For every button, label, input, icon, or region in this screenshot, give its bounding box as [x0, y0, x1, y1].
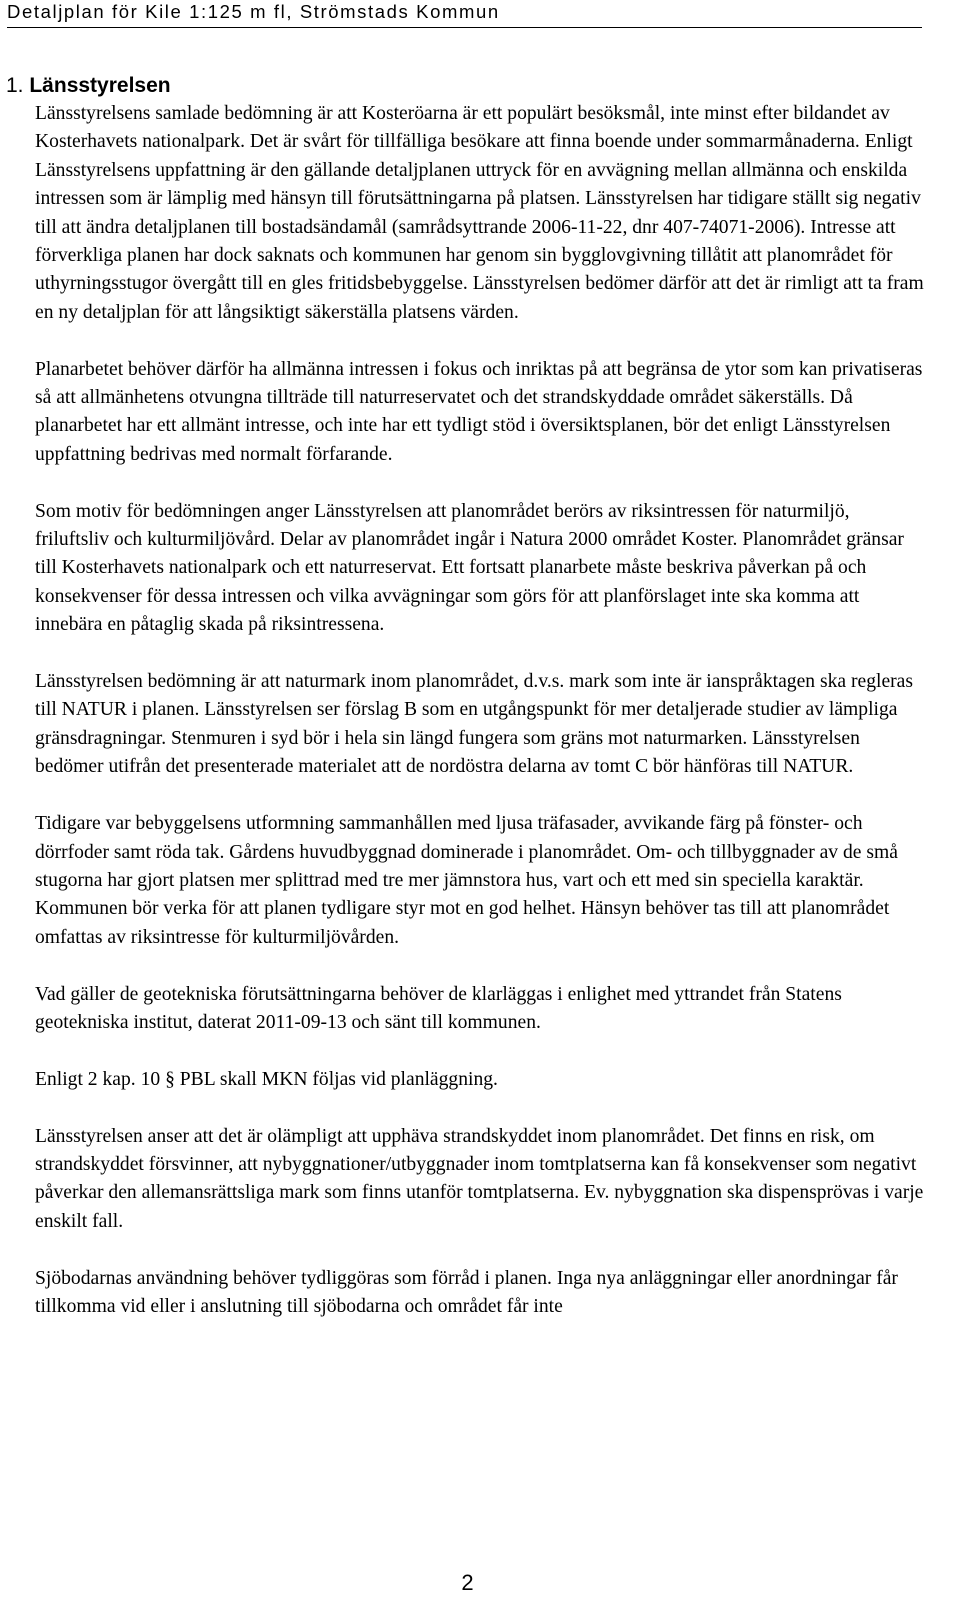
paragraph-7: Enligt 2 kap. 10 § PBL skall MKN följas vid planläggning. [35, 1068, 498, 1090]
paragraph-1: Länsstyrelsens samlade bedömning är att Kosteröarna är ett populärt besöksmål, inte minst efter bildandet av Kosterhavets nationalpark. Det är svårt för tillfälliga besökare att finna boende under sommarmånaderna. Enligt Länsstyrelsens uppfattning är den gällande detaljplanen uttryck för en avvägning mellan allmänna och enskilda intressen som är lämplig med hänsyn till förutsättningarna på platsen. Länsstyrelsen har tidigare ställt sig negativ till att ändra detaljplanen till bostadsändamål (samrådsyttrande 2006-11-22, dnr 407-74071-2006). Intresse att förverkliga planen har dock saknats och kommunen har genom sin bygglovgivning tillåtit att planområdet för uthyrningsstugor övergått till en gles fritidsbebyggelse. Länsstyrelsen bedömer därför att det är rimligt att ta fram en ny detaljplan för att långsiktigt säkerställa platsens värden. [35, 103, 924, 323]
paragraph-6: Vad gäller de geotekniska förutsättningarna behöver de klarläggas i enlighet med yttrandet från Statens geotekniska institut, daterat 2011-09-13 och sänt till kommunen. [35, 983, 842, 1033]
paragraph-9: Sjöbodarnas användning behöver tydliggöras som förråd i planen. Inga nya anläggningar eller anordningar får tillkomma vid eller i anslutning till sjöbodarna och området får inte [35, 1267, 898, 1317]
paragraph-2: Planarbetet behöver därför ha allmänna intressen i fokus och inriktas på att begränsa de ytor som kan privatiseras så att allmänhetens otvungna tillträde till naturreservatet och det strandskyddade området säkerställs. Då planarbetet har ett allmänt intresse, och inte har ett tydligt stöd i översiktsplanen, bör det enligt Länsstyrelsen uppfattning bedrivas med normalt förfarande. [35, 358, 923, 465]
paragraph-5: Tidigare var bebyggelsens utformning sammanhållen med ljusa träfasader, avvikande färg på fönster- och dörrfoder samt röda tak. Gårdens huvudbyggnad dominerade i planområdet. Om- och tillbyggnader av de små stugorna har gjort platsen mer splittrad med tre mer jämnstora hus, vart och ett med sin speciella karaktär. Kommunen bör verka för att planen tydligare styr mot en god helhet. Hänsyn behöver tas till att planområdet omfattas av riksintresse för kulturmiljövården. [35, 813, 898, 948]
body-text [35, 100, 925, 1321]
paragraph-8: Länsstyrelsen anser att det är olämpligt att upphäva strandskyddet inom planområdet. Det finns en risk, om strandskyddet försvinner, att nybyggnationer/utbyggnader inom tomtplatserna kan få konsekvenser som negativt påverkar den allemansrättsliga mark som finns utanför tomtplatserna. Ev. nybyggnation ska dispensprövas i varje enskilt fall. [35, 1125, 924, 1232]
section-title: Länsstyrelsen [29, 74, 171, 97]
paragraph-4: Länsstyrelsen bedömning är att naturmark inom planområdet, d.v.s. mark som inte är ianspråktagen ska regleras till NATUR i planen. Länsstyrelsen ser förslag B som en utgångspunkt för mer detaljerade studier av lämpliga gränsdragningar. Stenmuren i syd bör i hela sin längd fungera som gräns mot naturmarken. Länsstyrelsen bedömer utifrån det presenterade materialet att de nordöstra delarna av tomt C bör hänföras till NATUR. [35, 671, 914, 778]
section-heading [6, 73, 171, 99]
section-number: 1. [6, 74, 24, 97]
header-rule [7, 27, 922, 28]
running-header: Detaljplan för Kile 1:125 m fl, Strömstads Kommun [7, 1, 500, 22]
page-number: 2 [461, 1570, 474, 1595]
paragraph-3: Som motiv för bedömningen anger Länsstyrelsen att planområdet berörs av riksintressen för naturmiljö, friluftsliv och kulturmiljövård. Delar av planområdet ingår i Natura 2000 området Koster. Planområdet gränsar till Kosterhavets nationalpark och ett naturreservat. Ett fortsatt planarbete måste beskriva påverkan på och konsekvenser för dessa intressen och vilka avvägningar som görs för att planförslaget inte ska komma att innebära en påtaglig skada på riksintressena. [35, 500, 904, 636]
